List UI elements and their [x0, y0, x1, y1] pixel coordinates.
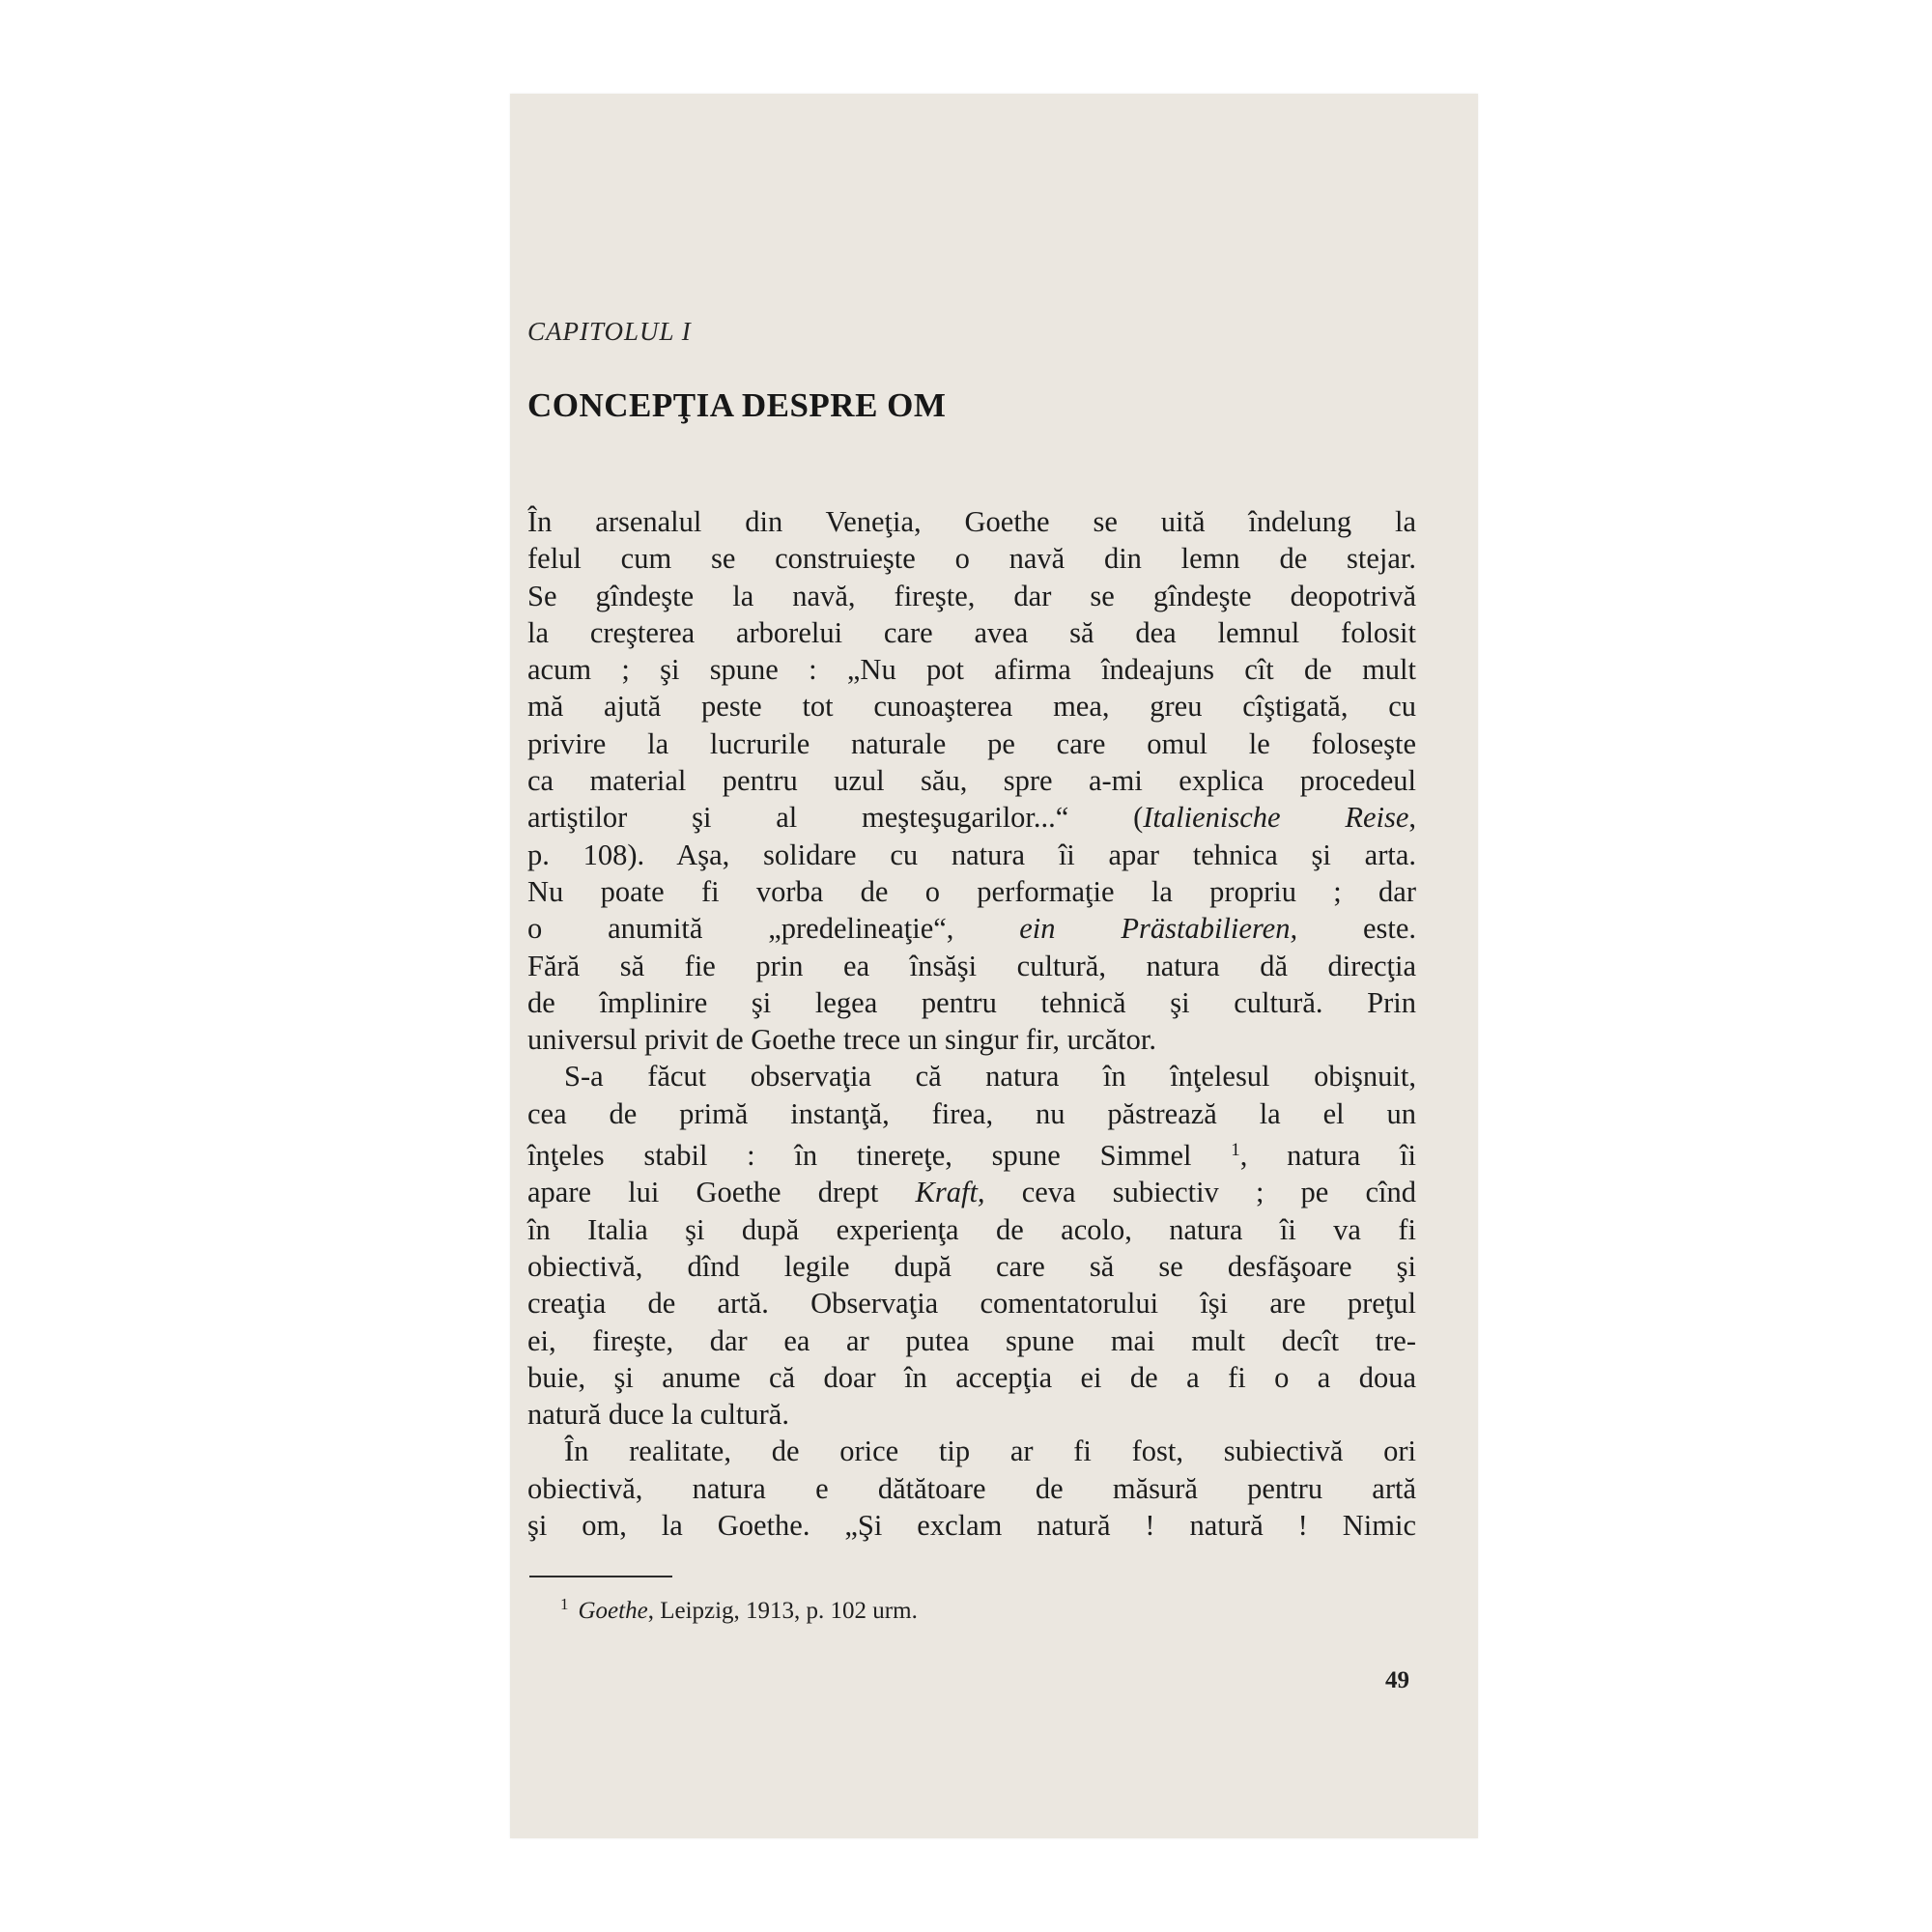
book-title-italienische-reise: Italienische Reise: [1143, 801, 1409, 835]
page-number: 49: [1385, 1667, 1409, 1693]
text-line: [527, 799, 1416, 836]
body-text: [527, 503, 1416, 1544]
text-run: apare lui Goethe drept: [527, 1176, 916, 1209]
text-run: o anumită „predelineaţie“,: [527, 912, 1020, 946]
text-line: ei, fireşte, dar ea ar putea spune mai mult decît tre-: [527, 1323, 1416, 1357]
text-line: felul cum se construieşte o navă din lemn de stejar.: [527, 542, 1416, 576]
text-line: [527, 1174, 1416, 1210]
text-line: universul privit de Goethe trece un singur fir, urcător.: [527, 1023, 1156, 1057]
chapter-title: CONCEPŢIA DESPRE OM: [527, 386, 947, 424]
text-line: ca material pentru uzul său, spre a-mi explica procedeul: [527, 764, 1416, 798]
text-line: S-a făcut observaţia că natura în înţelesul obişnuit,: [564, 1060, 1416, 1094]
footnote-number: 1: [560, 1595, 569, 1613]
text-line: p. 108). Aşa, solidare cu natura îi apar tehnica şi arta.: [527, 838, 1416, 871]
text-run: ceva subiectiv ; pe cînd: [984, 1176, 1416, 1209]
text-line: Nu poate fi vorba de o performaţie la propriu ; dar: [527, 874, 1416, 908]
text-run: înţeles stabil : în tinereţe, spune Simmel: [527, 1139, 1232, 1173]
text-run: este.: [1297, 912, 1416, 946]
german-term: ein Prästabilieren,: [1019, 912, 1298, 946]
text-line: la creşterea arborelui care avea să dea lemnul folosit: [527, 615, 1416, 649]
text-line: [527, 910, 1416, 947]
text-line: creaţia de artă. Observaţia comentatorului îşi are preţul: [527, 1287, 1416, 1321]
chapter-label: CAPITOLUL I: [527, 317, 692, 346]
text-line: În arsenalul din Veneţia, Goethe se uită îndelung la: [527, 505, 1416, 538]
text-line: buie, şi anume că doar în accepţia ei de a fi o a doua: [527, 1360, 1416, 1394]
german-term: Kraft,: [915, 1176, 985, 1209]
footnote: [560, 1595, 918, 1625]
text-line: privire la lucrurile naturale pe care omul le foloseşte: [527, 726, 1416, 760]
text-line: cea de primă instanţă, firea, nu păstrează la el un: [527, 1096, 1416, 1130]
text-line: [527, 1132, 1416, 1174]
footnote-text: , Leipzig, 1913, p. 102 urm.: [647, 1598, 918, 1624]
text-line: şi om, la Goethe. „Şi exclam natură ! natură ! Nimic: [527, 1509, 1416, 1543]
text-line: obiectivă, dînd legile după care să se desfăşoare şi: [527, 1249, 1416, 1283]
footnote-rule: [529, 1576, 672, 1577]
text-line: obiectivă, natura e dătătoare de măsură pentru artă: [527, 1471, 1416, 1505]
text-run: ,: [1408, 801, 1417, 835]
footnote-title: Goethe: [578, 1598, 648, 1624]
text-line: de împlinire şi legea pentru tehnică şi cultură. Prin: [527, 985, 1416, 1019]
text-line: natură duce la cultură.: [527, 1398, 789, 1432]
text-line: acum ; şi spune : „Nu pot afirma îndeajuns cît de mult: [527, 653, 1416, 687]
text-line: Fără să fie prin ea însăşi cultură, natura dă direcţia: [527, 949, 1416, 982]
footnote-marker: 1: [1231, 1140, 1240, 1161]
text-run: , natura îi: [1239, 1139, 1417, 1173]
text-line: mă ajută peste tot cunoaşterea mea, greu cîştigată, cu: [527, 690, 1416, 724]
text-line: În realitate, de orice tip ar fi fost, subiectivă ori: [564, 1435, 1416, 1468]
text-line: în Italia şi după experienţa de acolo, natura îi va fi: [527, 1212, 1416, 1246]
text-line: Se gîndeşte la navă, fireşte, dar se gîndeşte deopotrivă: [527, 579, 1416, 612]
text-run: artiştilor şi al meşteşugarilor...“ (: [527, 801, 1144, 835]
